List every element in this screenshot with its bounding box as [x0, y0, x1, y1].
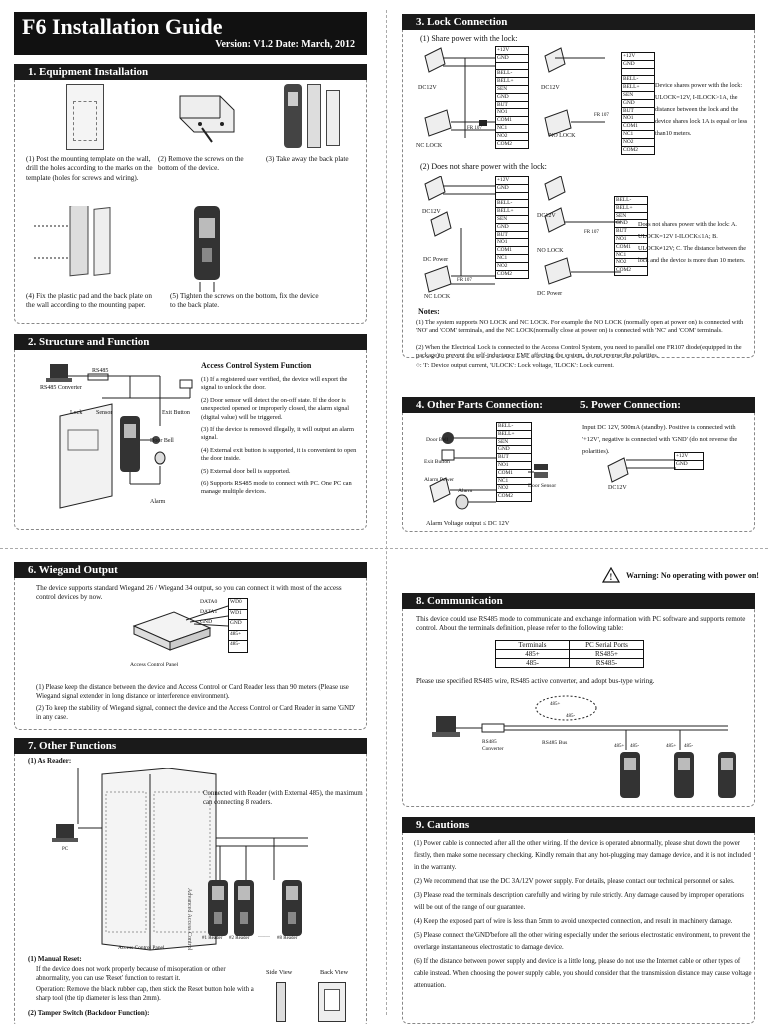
back-view-label: Back View: [320, 969, 349, 976]
caution-item: (3) Please read the terminals description carefully and wiring by rule strictly. Any damage caused by improper operations will be out of the range of our guarantee.: [414, 892, 744, 911]
terminal: BELL+: [496, 208, 528, 216]
fr107-label: FR 107: [467, 126, 482, 131]
terminal: NC1: [497, 478, 531, 486]
terminal: BUT: [496, 232, 528, 240]
terminal: COM1: [496, 247, 528, 255]
side-view-image: [276, 982, 286, 1022]
terminal: [622, 69, 654, 77]
no-lock-label: NO LOCK: [549, 133, 576, 139]
terminal: +12V: [675, 453, 703, 461]
alarm-label: Alarm: [458, 488, 473, 494]
terminal: COM1: [615, 244, 647, 252]
step-2-text: (2) Remove the screws on the bottom of the device.: [158, 155, 244, 173]
warning-text: Warning: No operating with power on!: [626, 571, 759, 580]
section-3-header: 3. Lock Connection: [402, 14, 755, 30]
dc12v-label: DC12V: [418, 85, 437, 91]
note-item: (1) The system supports NO LOCK and NC LOCK. For example the NO LOCK (normally open at power on) is connected with 'NO' and 'COM' terminals, and the NC LOCK(normally close at power on) is connected with 'NC' and 'COM' terminals.: [416, 319, 744, 334]
terminal: BUT: [496, 102, 528, 110]
reader-note: Connected with Reader (with External 485), the maximum can connecting 8 readers.: [203, 790, 363, 806]
caution-item: (4) Keep the exposed part of wire is less than 5mm to avoid unexpected connection, and result in machinery damage.: [414, 918, 733, 925]
version-line: Version: V1.2 Date: March, 2012: [215, 39, 355, 50]
door-sensor-label: Door Sensor: [528, 483, 557, 489]
acs-function-title: Access Control System Function: [201, 361, 312, 370]
side-view-label: Side View: [266, 969, 293, 976]
terminal: +12V: [496, 47, 528, 55]
dc12v-label: DC12V: [608, 485, 627, 491]
fix-back-plate-image: [30, 206, 130, 288]
wire-label: GND: [200, 619, 213, 625]
rs485-converter-label: RS485 Converter: [482, 739, 504, 752]
terminal: NO2: [622, 139, 654, 147]
terminal: +12V: [496, 177, 528, 185]
terminal: WD1: [229, 610, 247, 621]
section-9-header: 9. Cautions: [402, 817, 755, 833]
manual-reset-operation: Operation: Remove the black rubber cap, then stick the Reset button hole with a sharp tool (the tip diameter is less than 2mm).: [36, 986, 254, 1002]
terminal: SEN: [496, 216, 528, 224]
terminal: COM2: [616, 267, 631, 274]
lock-label: Lock: [70, 410, 83, 416]
terminal: COM2: [497, 270, 512, 277]
terminal: COM2: [497, 140, 512, 147]
back-view-image: [318, 982, 346, 1022]
svg-text:Advanced Access Control: Advanced Access Control: [186, 888, 192, 951]
wiegand-note: (2) To keep the stability of Wiegand signal, connect the device and the Access Control or Card Reader in same 'GND' in any case.: [36, 705, 356, 721]
terminal: GND: [496, 224, 528, 232]
table-row: [496, 650, 644, 659]
terminal-table: [495, 640, 644, 668]
note-item: (2) When the Electrical Lock is connected to the Access Control System, you need to parallel one FR107 diode(equipped in the package)to prevent the self-inductance EMF affecting the system, do not reverse the polarities.: [416, 344, 742, 359]
dc12v-label: DC12V: [422, 209, 441, 215]
dc12v-label: DC12V: [537, 213, 556, 219]
p485-label: 485+: [614, 744, 625, 749]
terminal: 485-: [230, 641, 240, 647]
terminal: BELL+: [496, 78, 528, 86]
dc-power-label: DC Power: [423, 257, 449, 263]
terminal: BELL+: [622, 84, 654, 92]
terminal: BELL-: [497, 423, 531, 431]
wiegand-terminal-block: [228, 598, 248, 653]
notes-title: Notes:: [418, 307, 440, 316]
terminal: SEN: [615, 213, 647, 221]
terminal: GND: [496, 55, 528, 63]
wire-label: DATA1: [200, 609, 218, 615]
terminal: SEN: [496, 86, 528, 94]
fr107-label: FR 107: [594, 113, 609, 118]
no-share-power-note: Does not shares power with the lock: A. ULOCK=12V I-ILOCK≤1A; B. ULOCK≠12V; C. The distance between the lock and the device is more than 10 meters.: [638, 221, 746, 264]
nc-lock-label: NC LOCK: [416, 143, 443, 149]
fr107-label: FR 107: [584, 230, 599, 235]
terminal: COM2: [623, 146, 638, 153]
cautions-list: [414, 838, 752, 992]
table-cell: 485+: [496, 650, 570, 659]
terminal: NO1: [622, 115, 654, 123]
section-1-header: 1. Equipment Installation: [14, 64, 367, 80]
terminal: GND: [496, 94, 528, 102]
structure-diagram: [40, 356, 200, 516]
power-terminal-block: [674, 452, 704, 470]
terminal: GND: [497, 446, 531, 454]
alarm-label: Alarm: [150, 499, 166, 505]
back-plate-image: [307, 84, 321, 148]
nc-lock-label: NC LOCK: [424, 294, 451, 300]
svg-text:!: !: [609, 572, 613, 582]
share-power-title: (1) Share power with the lock:: [420, 34, 518, 43]
terminal: COM1: [496, 117, 528, 125]
terminal: [496, 63, 528, 71]
warning-icon: [602, 567, 620, 583]
table-cell: 485-: [496, 659, 570, 668]
terminal: GND: [622, 61, 654, 69]
caution-item: (5) Please connect the'GND'before all the other wiring especially under the serious electrostatic environment, to prevent the overlarge instantaneous electrostatic to damage device.: [414, 932, 751, 951]
terminal: NC1: [615, 252, 647, 260]
terminal: NC1: [496, 255, 528, 263]
terminal: BUT: [497, 454, 531, 462]
acs-item: (1) If a registered user verified, the device will export the signal to unlock the door.: [201, 376, 348, 392]
rs485-converter-label: RS485 Converter: [40, 385, 82, 391]
reader-ellipsis: ……: [258, 933, 270, 939]
terminal: COM1: [497, 470, 531, 478]
rs485-label: RS485: [92, 368, 109, 374]
terminal: GND: [615, 220, 647, 228]
terminal: NC1: [496, 125, 528, 133]
manual-reset-text: If the device does not work properly because of misoperation or other abnormality, you can use 'Reset' function to restart it.: [36, 966, 226, 982]
terminal: GND: [229, 620, 247, 631]
terminal: NO2: [496, 263, 528, 271]
terminal: COM1: [622, 123, 654, 131]
terminal: GND: [676, 460, 688, 467]
terminal: NO2: [496, 133, 528, 141]
terminal-block: [495, 176, 529, 279]
section-4-5-header: [402, 397, 755, 413]
terminal: GND: [496, 185, 528, 193]
acs-item: (2) Door sensor will detect the on-off state. If the door is unexpected opened or improperly closed, the alarm signal (digital value) will be triggered.: [201, 396, 349, 421]
section-6-header: 6. Wiegand Output: [14, 562, 367, 578]
terminal: +12V: [622, 53, 654, 61]
dc12v-label: DC12V: [541, 85, 560, 91]
exit-button-label: Exit Button: [162, 410, 190, 416]
terminal: BELL-: [496, 200, 528, 208]
terminal: BELL-: [615, 197, 647, 205]
table-cell: RS485-: [570, 659, 644, 668]
acs-item: (5) External door bell is supported.: [201, 467, 291, 475]
reader-label: #1 Reader: [202, 936, 223, 941]
terminal: [496, 193, 528, 201]
manual-reset-title: (1) Manual Reset:: [28, 955, 82, 963]
access-control-panel-label: Access Control Panel: [118, 945, 165, 951]
table-header: PC Serial Ports: [570, 641, 644, 650]
terminal: NO1: [496, 239, 528, 247]
step-3-text: (3) Take away the back plate: [266, 155, 349, 163]
terminal-block: [621, 52, 655, 155]
exit-button-label: Exit Button: [424, 459, 450, 465]
table-row: [496, 659, 644, 668]
step-4-text: (4) Fix the plastic pad and the back plate on the wall according to the mounting paper.: [26, 292, 152, 310]
alarm-voltage-label: Alarm Voltage output ≤ DC 12V: [426, 520, 510, 527]
terminal: NO1: [496, 109, 528, 117]
terminal: SEN: [622, 92, 654, 100]
n485-label: 485-: [630, 744, 640, 749]
no-share-power-title: (2) Does not share power with the lock:: [420, 162, 547, 171]
back-plate-image-2: [326, 90, 340, 146]
terminal-block: [495, 46, 529, 149]
rs485-bus-label: RS485 Bus: [542, 740, 568, 746]
sensor-label: Sensor: [96, 410, 113, 416]
wiegand-intro: The device supports standard Wiegand 26 / Wiegand 34 output, so you can connect it with most of the access control devices by now.: [36, 584, 342, 602]
terminal: NO2: [497, 485, 531, 493]
power-connection-text: Input DC 12V, 500mA (standby). Positive is connected with '+12V', negative is connected with 'GND' (do not reverse the polarities).: [582, 424, 738, 455]
terminal: BELL-: [496, 70, 528, 78]
section-5-header: 5. Power Connection:: [580, 399, 681, 411]
acs-item: (6) Supports RS485 mode to connect with PC. One PC can manage multiple devices.: [201, 480, 352, 496]
access-control-panel-label: Access Control Panel: [130, 662, 179, 668]
page-title: F6 Installation Guide: [22, 14, 223, 39]
terminal: BELL-: [622, 76, 654, 84]
table-header: Terminals: [496, 641, 570, 650]
door-bell-label: Door Bell: [426, 437, 449, 443]
caution-item: (2) We recommend that use the DC 3A/12V power supply. For details, please contact our technical personnel or sales.: [414, 878, 735, 885]
acs-function-list: [201, 376, 363, 497]
wire-label: DATA0: [200, 599, 218, 605]
share-power-note: Device shares power with the lock: ULOCK=12V, I-ILOCK>1A, the distance between the lock and the device shares lock 1A is equal or less than10 meters.: [655, 82, 748, 137]
terminal: BUT: [615, 228, 647, 236]
section-7-header: 7. Other Functions: [14, 738, 367, 754]
terminal: NO1: [615, 236, 647, 244]
section-4-header: 4. Other Parts Connection:: [416, 399, 543, 411]
wire-note: Please use specified RS485 wire, RS485 active converter, and adopt bus-type wiring.: [416, 677, 655, 685]
caution-item: (6) If the distance between power supply and device is a little long, please do not use the Internet cable or other types of cable instead. When choosing the power supply cable, you should consider that the transmission distance may cause voltage attenuation.: [414, 958, 752, 989]
terminal: GND: [622, 100, 654, 108]
dc-power-label: DC Power: [537, 291, 563, 297]
communication-text: This device could use RS485 mode to communicate and exchange information with PC software and supports remote control. About the terminals definition, please refer to the following table:: [416, 615, 746, 633]
column-divider: [386, 10, 387, 1015]
rs485-bus-diagram: [428, 690, 742, 802]
alarm-power-label: Alarm Power: [424, 477, 454, 483]
remove-screws-image: [172, 88, 242, 146]
door-bell-label: Door Bell: [150, 438, 174, 444]
n485-label: 485-: [684, 744, 694, 749]
as-reader-title: (1) As Reader:: [28, 757, 72, 765]
n485-label: 485-: [566, 714, 576, 719]
table-cell: RS485+: [570, 650, 644, 659]
note-item: ○: 'I': Device output current, 'ULOCK': Lock voltage, 'ILOCK': Lock current.: [416, 362, 614, 369]
terminal: WD0: [229, 599, 247, 610]
title-bar: [14, 12, 367, 55]
terminal: BUT: [622, 108, 654, 116]
terminal: NO1: [497, 462, 531, 470]
pc-label: PC: [62, 847, 69, 852]
section-8-header: 8. Communication: [402, 593, 755, 609]
reader-label: #2 Reader: [229, 936, 250, 941]
step-1-text: (1) Post the mounting template on the wall, drill the holes according to the marks on the template (holes for screws and wiring).: [26, 155, 153, 182]
terminal: BELL+: [615, 205, 647, 213]
p485-label: 485+: [666, 744, 677, 749]
step-5-text: (5) Tighten the screws on the bottom, fix the device to the back plate.: [170, 292, 319, 310]
tighten-screws-image: [180, 204, 240, 292]
acs-item: (4) External exit button is supported, it is convenient to open the door inside.: [201, 446, 357, 463]
device-image: [284, 84, 302, 148]
section-2-header: 2. Structure and Function: [14, 334, 367, 350]
caution-item: (1) Power cable is connected after all the other wiring. If the device is operated abnormally, please shut down the power firstly, then make some necessary checking. Kindly remain that any hot-plugging may damage device, and it is not included in the warranty.: [414, 840, 751, 871]
terminal: NC1: [622, 131, 654, 139]
terminal: 485+: [229, 631, 247, 642]
terminal: SEN: [497, 439, 531, 447]
terminal: NO2: [615, 259, 647, 267]
no-lock-label: NO LOCK: [537, 248, 564, 254]
terminal-block: [496, 422, 532, 502]
mounting-template-image: [66, 84, 104, 150]
reader-label: #8 Reader: [277, 936, 298, 941]
p485-label: 485+: [550, 702, 561, 707]
terminal: COM2: [498, 493, 513, 500]
wiegand-note: (1) Please keep the distance between the device and Access Control or Card Reader less than 90 meters (Please use Wiegand signal extender in long distance or interference environment).: [36, 684, 349, 700]
fr107-label: FR 107: [457, 278, 472, 283]
fold-line: [0, 548, 768, 549]
tamper-title: (2) Tamper Switch (Backdoor Function):: [28, 1009, 150, 1017]
acs-item: (3) If the device is removed illegally, it will output an alarm signal.: [201, 426, 354, 442]
terminal: BELL+: [497, 431, 531, 439]
